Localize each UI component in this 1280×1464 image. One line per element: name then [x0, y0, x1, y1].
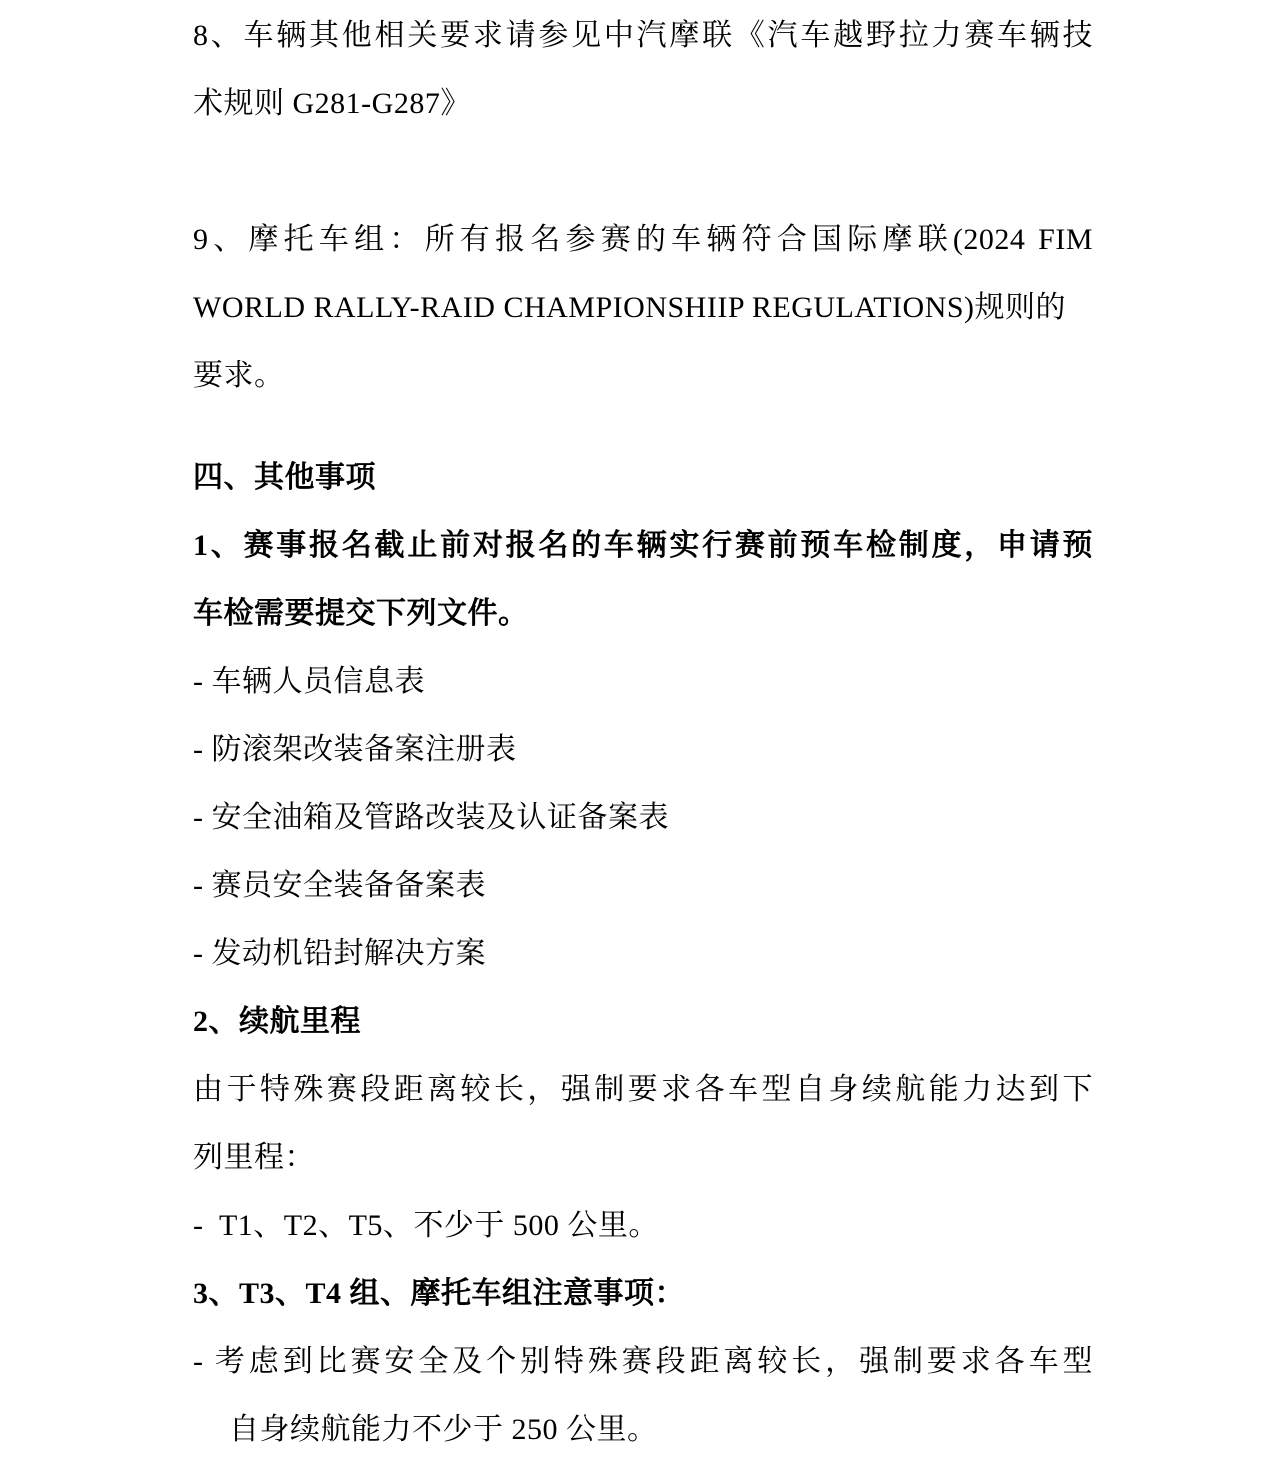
- point-2-range-item: - T1、T2、T5、不少于 500 公里。: [193, 1209, 659, 1242]
- point-3-heading: 3、T3、T4 组、摩托车组注意事项：: [193, 1277, 686, 1310]
- point-1-line-2: 车检需要提交下列文件。: [193, 597, 529, 630]
- checklist-item-driver-safety-equipment: - 赛员安全装备备案表: [193, 869, 486, 902]
- item-9-line-1: 9、摩托车组：所有报名参赛的车辆符合国际摩联(2024 FIM: [193, 223, 1093, 256]
- point-2-line-2: 列里程：: [193, 1141, 315, 1174]
- point-3-item-line-2: 自身续航能力不少于 250 公里。: [229, 1413, 658, 1446]
- item-9-line-2: WORLD RALLY-RAID CHAMPIONSHIIP REGULATIONS)规则的要求。: [193, 291, 1067, 392]
- blank-line: [193, 138, 1093, 206]
- point-2-heading: 2、续航里程: [193, 1005, 361, 1038]
- point-1-line-1: 1、赛事报名截止前对报名的车辆实行赛前预车检制度，申请预: [193, 529, 1093, 562]
- point-3-item-line-1: - 考虑到比赛安全及个别特殊赛段距离较长，强制要求各车型: [193, 1345, 1093, 1378]
- checklist-item-fuel-tank-certification: - 安全油箱及管路改装及认证备案表: [193, 801, 669, 834]
- item-8-line-2: 术规则 G281-G287》: [193, 87, 471, 120]
- item-8-line-1: 8、车辆其他相关要求请参见中汽摩联《汽车越野拉力赛车辆技: [193, 19, 1093, 52]
- point-2-line-1: 由于特殊赛段距离较长，强制要求各车型自身续航能力达到下: [193, 1073, 1093, 1106]
- checklist-item-vehicle-crew-info: - 车辆人员信息表: [193, 665, 425, 698]
- checklist-item-engine-seal-solution: - 发动机铅封解决方案: [193, 937, 486, 970]
- section-4-heading: 四、其他事项: [193, 461, 376, 494]
- checklist-item-rollcage-registration: - 防滚架改装备案注册表: [193, 733, 517, 766]
